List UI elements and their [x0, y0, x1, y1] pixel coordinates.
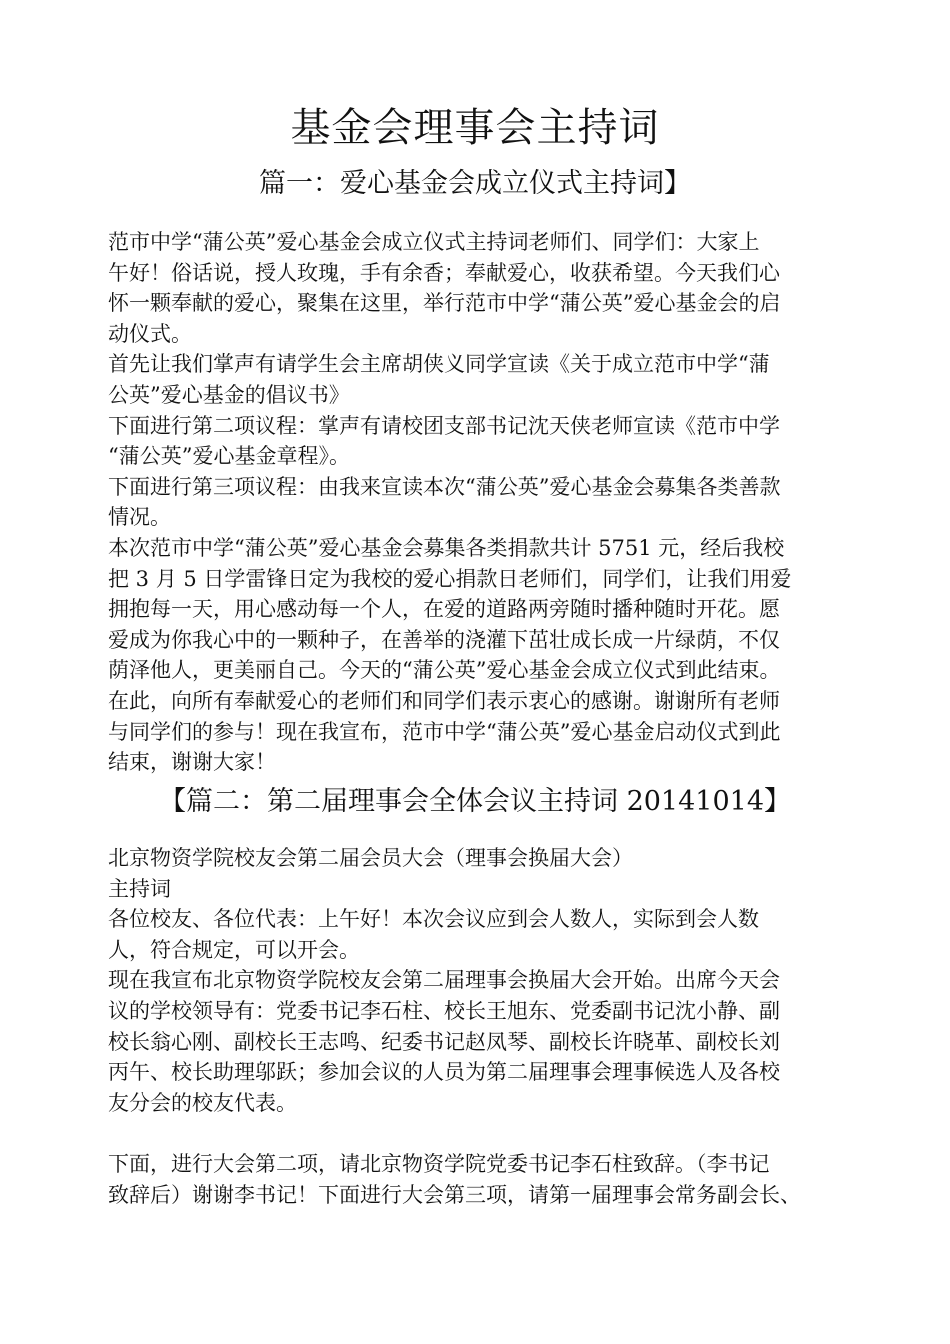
text-line: 怀一颗奉献的爱心，聚集在这里，举行范市中学“蒲公英”爱心基金会的启: [108, 291, 781, 316]
text-line: “蒲公英”爱心基金章程》。: [108, 444, 350, 469]
text-line: 各位校友、各位代表：上午好！本次会议应到会人数人，实际到会人数: [108, 907, 759, 932]
text-line: 下面进行第三项议程：由我来宣读本次“蒲公英”爱心基金会募集各类善款: [108, 474, 781, 499]
text-line: 拥抱每一天，用心感动每一个人，在爱的道路两旁随时播种随时开花。愿: [108, 597, 780, 622]
text-line: 爱成为你我心中的一颗种子，在善举的浇灌下茁壮成长成一片绿荫，不仅: [108, 627, 780, 652]
text-line: 首先让我们掌声有请学生会主席胡侠义同学宣读《关于成立范市中学“蒲: [108, 352, 770, 377]
document-title: 基金会理事会主持词: [290, 105, 660, 151]
text-line: 下面，进行大会第二项，请北京物资学院党委书记李石柱致辞。（李书记: [108, 1152, 770, 1176]
text-line: 校长翁心刚、副校长王志鸣、纪委书记赵凤琴、副校长许晓革、副校长刘: [108, 1029, 780, 1054]
section-2-heading: 【篇二：第二届理事会全体会议主持词 20141014】: [158, 786, 791, 817]
text-line: 情况。: [108, 505, 171, 530]
text-line: 现在我宣布北京物资学院校友会第二届理事会换届大会开始。出席今天会: [108, 968, 780, 993]
section-2-body: [108, 843, 878, 1118]
section-2-body-continued: [108, 1149, 878, 1210]
section-1-heading: 篇一：爱心基金会成立仪式主持词】: [259, 168, 691, 199]
text-line: 主持词: [108, 876, 171, 901]
text-line: 丙午、校长助理邬跃；参加会议的人员为第二届理事会理事候选人及各校: [108, 1060, 780, 1085]
text-line: 与同学们的参与！现在我宣布，范市中学“蒲公英”爱心基金启动仪式到此: [108, 719, 781, 744]
text-line: 荫泽他人，更美丽自己。今天的“蒲公英”爱心基金会成立仪式到此结束。: [108, 658, 781, 683]
text-line: 人，符合规定，可以开会。: [108, 937, 360, 962]
text-line: 午好！俗话说，授人玫瑰，手有余香；奉献爱心，收获希望。今天我们心: [108, 260, 780, 285]
text-line: 动仪式。: [108, 321, 192, 346]
text-line: 范市中学“蒲公英”爱心基金会成立仪式主持词老师们、同学们：大家上: [108, 230, 760, 254]
text-line: 公英”爱心基金的倡议书》: [108, 382, 350, 407]
text-line: 本次范市中学“蒲公英”爱心基金会募集各类捐款共计 5751 元，经后我校: [108, 535, 785, 560]
text-line: 友分会的校友代表。: [108, 1090, 297, 1115]
text-line: 把 3 月 5 日学雷锋日定为我校的爱心捐款日老师们，同学们，让我们用爱: [108, 566, 792, 591]
text-line: 致辞后）谢谢李书记！下面进行大会第三项，请第一届理事会常务副会长、: [108, 1182, 801, 1207]
text-line: 议的学校领导有：党委书记李石柱、校长王旭东、党委副书记沈小静、副: [108, 998, 780, 1023]
section-1-body: [108, 227, 878, 778]
text-line: 在此，向所有奉献爱心的老师们和同学们表示衷心的感谢。谢谢所有老师: [108, 688, 780, 713]
text-line: 结束，谢谢大家！: [108, 750, 276, 775]
text-line: 下面进行第二项议程：掌声有请校团支部书记沈天侠老师宣读《范市中学: [108, 413, 780, 438]
text-line: 北京物资学院校友会第二届会员大会（理事会换届大会）: [108, 846, 633, 870]
